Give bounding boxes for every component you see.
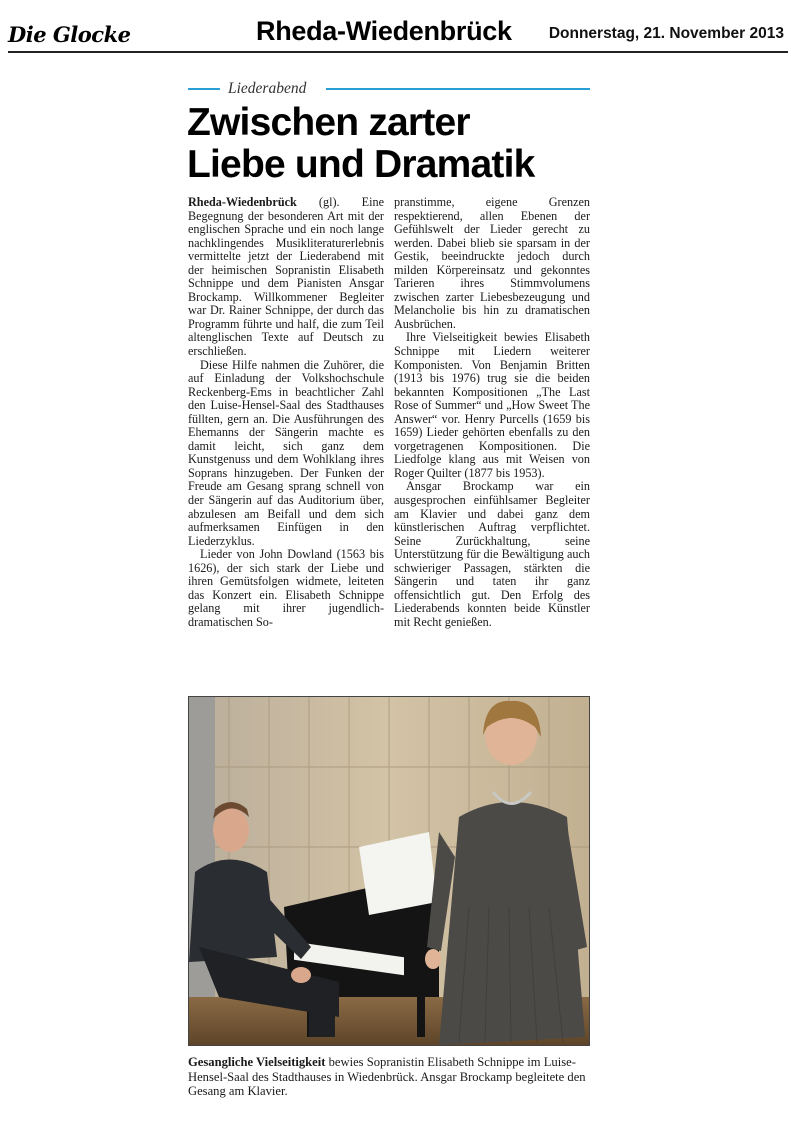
headline-line-1: Zwischen zarter (187, 101, 470, 144)
paragraph: Diese Hilfe nahmen die Zuhörer, die auf Einladung der Volkshochschule Reckenberg-Ems in beachtlicher Zahl den Luise-Hensel-Saal des Stadthauses füllten, gern an. Die Ausführungen des Ehemanns der Sängerin machte es damit leicht, sich ganz dem Kunstgenuss und dem Wohlklang ihres Soprans hinzugeben. Der Funken der Freude am Gesang sprang schnell von der Sängerin auf das Auditorium über, abzulesen am Beifall und dem sich aufmerksamen Einfügen in den Liederzyklus. (188, 357, 384, 548)
article-column-2 (394, 196, 590, 630)
paragraph (188, 196, 384, 359)
kicker-row (188, 80, 590, 98)
masthead (8, 12, 788, 52)
kicker-line-left (188, 88, 220, 90)
paragraph: pranstimme, eigene Grenzen respektierend, allen Ebenen der Gefühlswelt der Lieder gerecht zu werden. Dabei blieb sie sparsam in der Gestik, beeindruckte jedoch durch milden Körpereinsatz und gekonntes Tarieren ihres Stimmvolumens zwischen zarter Liebesbezeugung und Melancholie bis hin zu dramatischen Ausbrüchen. (394, 195, 590, 331)
paragraph: Lieder von John Dowland (1563 bis 1626), der sich stark der Liebe und ihren Gemütsfolgen widmete, leiteten das Konzert ein. Elisabeth Schnippe gelang mit ihrer jugendlich-dramatischen So- (188, 547, 384, 629)
paragraph-text: (gl). Eine Begegnung der besonderen Art mit der englischen Sprache und ein noch lange nachklingendes Musikliteraturerlebnis vermittelte jetzt der Liederabend mit der heimischen Sopranistin Elisabeth Schnippe und dem Pianisten Ansgar Brockamp. Willkommener Begleiter war Dr. Rainer Schnippe, der durch das Programm führte und half, die zum Teil altenglischen Texte auf Deutsch zu erschließen. (188, 195, 384, 359)
kicker: Liederabend (228, 80, 307, 97)
paragraph: Ansgar Brockamp war ein ausgesprochen einfühlsamer Begleiter am Klavier und dabei ganz dem künstlerischen Auftrag verpflichtet. Seine Zurückhaltung, seine Unterstützung für die Bewältigung auch schwieriger Passagen, stärkten die Sängerin und taten ihr ganz offensichtlich gut. Den Erfolg des Liederabends konnten beide Künstler mit Recht genießen. (394, 479, 590, 629)
caption-text: bewies Sopranistin Elisabeth Schnippe im Luise-Hensel-Saal des Stadthauses in Wiedenbrück. Ansgar Brockamp begleitete den Gesang am Klavier. (188, 1055, 586, 1098)
masthead-rule (8, 51, 788, 53)
article-column-1 (188, 196, 384, 630)
kicker-line-right (326, 88, 590, 90)
headline-line-2: Liebe und Dramatik (187, 143, 535, 186)
headline (187, 102, 607, 186)
article-photo (188, 696, 590, 1046)
photo-caption (188, 1055, 590, 1099)
concert-photo-illustration (189, 697, 589, 1045)
newspaper-logo: Die Glocke (8, 22, 131, 47)
caption-lead: Gesangliche Vielseitigkeit (188, 1055, 326, 1069)
section-title: Rheda-Wiedenbrück (256, 16, 512, 46)
issue-date: Donnerstag, 21. November 2013 (548, 25, 784, 42)
paragraph: Ihre Vielseitigkeit bewies Elisabeth Schnippe mit Liedern weiterer Komponisten. Von Benjamin Britten (1913 bis 1976) trug sie die beiden bekannten Kompositionen „The Last Rose of Summer“ und „How Sweet The Answer“ vor. Henry Purcells (1659 bis 1659) Lieder gehörten ebenfalls zu den vorgetragenen Kompositionen. Die Liedfolge klang aus mit Weisen von Roger Quilter (1877 bis 1953). (394, 330, 590, 480)
dateline: Rheda-Wiedenbrück (188, 195, 297, 209)
